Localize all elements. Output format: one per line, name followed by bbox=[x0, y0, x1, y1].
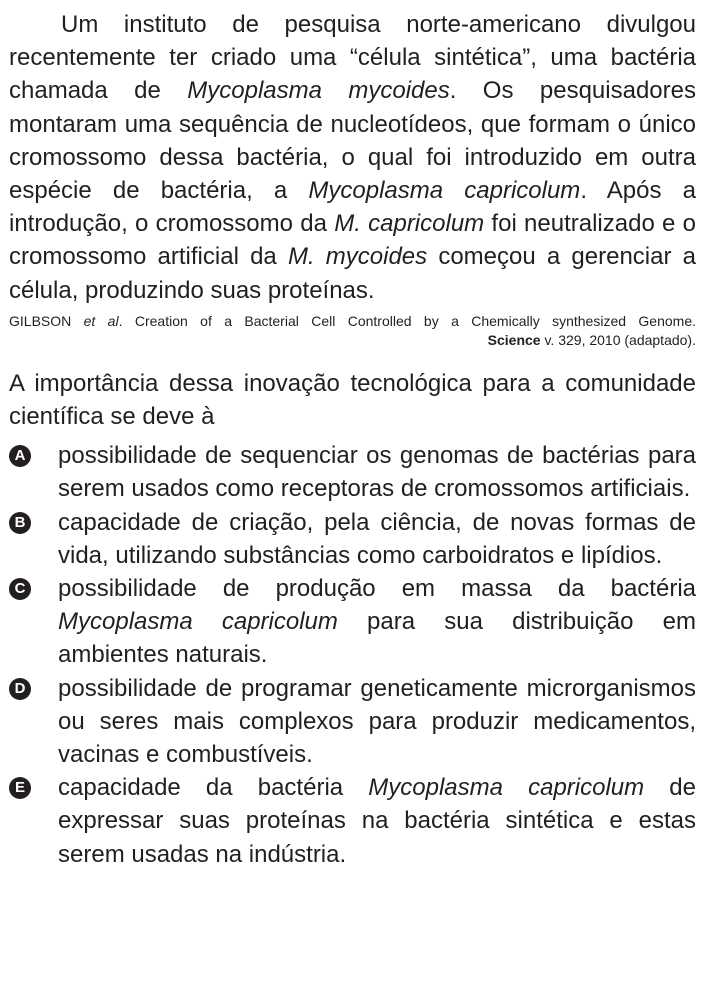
option-letter-badge: C bbox=[9, 578, 31, 600]
species-abbrev-mycoides: M. mycoides bbox=[287, 243, 428, 271]
option-d[interactable] bbox=[9, 672, 696, 772]
citation-journal: Science bbox=[487, 331, 541, 348]
option-letter-badge: D bbox=[9, 678, 31, 700]
citation bbox=[9, 312, 696, 350]
option-text-part: possibilidade de sequenciar os genomas de bactérias para serem usados como receptoras de cromossomos artificiais. bbox=[58, 442, 696, 503]
option-letter-badge: A bbox=[9, 445, 31, 467]
citation-line-2 bbox=[9, 331, 696, 350]
option-a[interactable] bbox=[9, 439, 696, 505]
option-text bbox=[58, 771, 696, 871]
passage bbox=[9, 8, 696, 307]
passage-text-1: Um instituto de pesquisa norte-americano divulgou recentemente ter criado uma “célula sintética”, uma bactéria chamada de bbox=[9, 11, 696, 105]
option-text bbox=[58, 572, 696, 672]
species-name-capricolum: Mycoplasma capricolum bbox=[58, 608, 338, 636]
passage-text-2: . Os pesquisadores montaram uma sequência de nucleotídeos, que formam o único cromossomo dessa bactéria, o qual foi introduzido em outra espécie de bactéria, a bbox=[9, 77, 696, 205]
option-text-part: capacidade de criação, pela ciência, de novas formas de vida, utilizando substâncias como carboidratos e lipídios. bbox=[58, 508, 696, 569]
option-b[interactable] bbox=[9, 506, 696, 572]
species-abbrev-capricolum: M. capricolum bbox=[334, 210, 485, 238]
passage-paragraph bbox=[9, 8, 696, 307]
option-c[interactable] bbox=[9, 572, 696, 672]
passage-text-4: foi neutralizado e o cromossomo artificial da bbox=[9, 210, 697, 271]
species-name-capricolum: Mycoplasma capricolum bbox=[308, 177, 581, 205]
option-text-part: possibilidade de programar geneticamente microrganismos ou seres mais complexos para produzir medicamentos, vacinas e combustíveis. bbox=[58, 674, 696, 769]
answer-options bbox=[9, 439, 696, 871]
citation-details: v. 329, 2010 (adaptado). bbox=[540, 331, 696, 348]
option-letter-badge: B bbox=[9, 512, 31, 534]
citation-title: . Creation of a Bacterial Cell Controlled by a Chemically synthesized Genome. bbox=[118, 312, 696, 329]
option-text-part: capacidade da bactéria bbox=[58, 774, 369, 802]
option-text bbox=[58, 439, 696, 505]
option-text-part: possibilidade de produção em massa da bactéria bbox=[58, 575, 696, 603]
species-name-mycoides: Mycoplasma mycoides bbox=[187, 77, 450, 105]
option-letter-badge: E bbox=[9, 777, 31, 799]
citation-line-1 bbox=[9, 312, 696, 331]
option-text bbox=[58, 672, 696, 772]
option-text bbox=[58, 506, 696, 572]
citation-etal: et al bbox=[71, 312, 119, 329]
option-text-part: para sua distribuição em ambientes naturais. bbox=[58, 608, 696, 669]
citation-author: GILBSON bbox=[9, 312, 72, 329]
passage-text-5: começou a gerenciar a célula, produzindo suas proteínas. bbox=[9, 243, 696, 304]
species-name-capricolum: Mycoplasma capricolum bbox=[368, 774, 645, 802]
passage-text-3: . Após a introdução, o cromossomo da bbox=[9, 177, 696, 238]
option-text-part: de expressar suas proteínas na bactéria sintética e estas serem usadas na indústria. bbox=[58, 774, 696, 868]
question-stem: A importância dessa inovação tecnológica para a comunidade científica se deve à bbox=[9, 369, 696, 431]
option-e[interactable] bbox=[9, 771, 696, 871]
